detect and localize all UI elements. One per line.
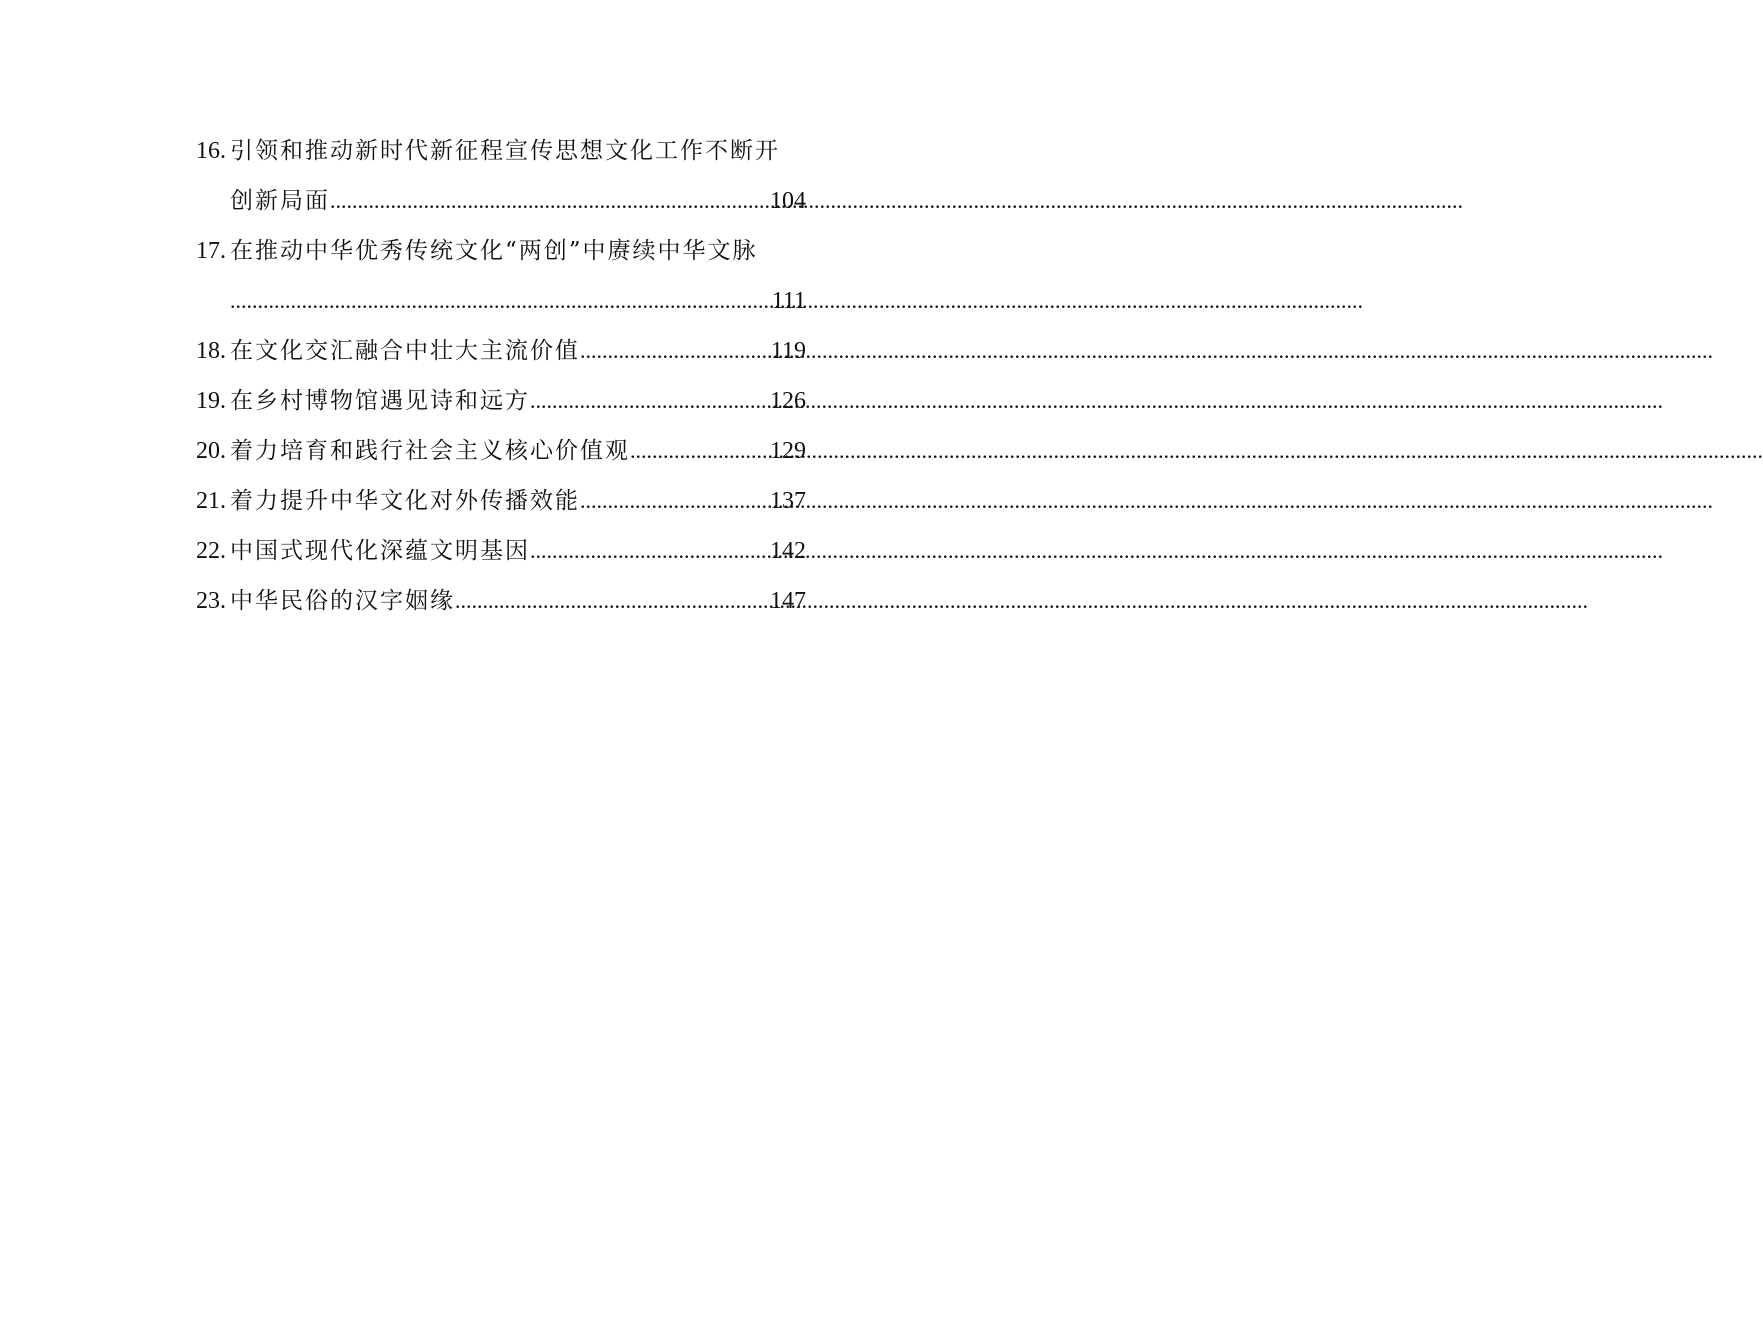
toc-leader-dots [230,276,772,326]
toc-entry-16-line-2[interactable] [196,176,806,226]
toc-leader-dots [455,576,770,626]
toc-entry-17-line-2[interactable] [196,276,806,326]
toc-leader-dots [580,476,770,526]
toc-entry-number: 20. [196,438,226,464]
toc-leader-dots [530,526,770,576]
toc-page-number: 119 [770,338,806,364]
table-of-contents [196,126,806,626]
toc-page-number: 111 [771,288,806,314]
toc-entry-title: 引领和推动新时代新征程宣传思想文化工作不断开 [230,138,780,164]
toc-entry-16-line-1[interactable] [196,126,806,176]
toc-entry-title-continued: 创新局面 [230,188,330,214]
toc-entry-number: 19. [196,388,226,414]
toc-page-number: 142 [770,538,806,564]
toc-entry-18[interactable] [196,326,806,376]
toc-entry-title: 着力提升中华文化对外传播效能 [230,488,580,514]
toc-page-number: 129 [770,438,806,464]
toc-page-number: 137 [770,488,806,514]
toc-entry-title: 在推动中华优秀传统文化“两创”中赓续中华文脉 [230,238,758,264]
toc-entry-21[interactable] [196,476,806,526]
toc-entry-number: 23. [196,588,226,614]
toc-page-number: 147 [770,588,806,614]
toc-entry-number: 17. [196,238,226,264]
toc-entry-22[interactable] [196,526,806,576]
toc-entry-number: 16. [196,138,226,164]
toc-entry-23[interactable] [196,576,806,626]
toc-leader-dots [630,426,770,476]
toc-page-number: 126 [770,388,806,414]
toc-entry-title: 中华民俗的汉字姻缘 [230,588,455,614]
toc-entry-title: 在乡村博物馆遇见诗和远方 [230,388,530,414]
toc-entry-19[interactable] [196,376,806,426]
toc-entry-title: 着力培育和践行社会主义核心价值观 [230,438,630,464]
toc-leader-dots [330,176,770,226]
toc-entry-20[interactable] [196,426,806,476]
toc-page-number: 104 [770,188,806,214]
toc-leader-dots [580,326,771,376]
toc-entry-number: 18. [196,338,226,364]
toc-entry-title: 在文化交汇融合中壮大主流价值 [230,338,580,364]
toc-entry-17-line-1[interactable] [196,226,806,276]
toc-entry-title: 中国式现代化深蕴文明基因 [230,538,530,564]
toc-leader-dots [530,376,770,426]
toc-entry-number: 22. [196,538,226,564]
toc-entry-number: 21. [196,488,226,514]
